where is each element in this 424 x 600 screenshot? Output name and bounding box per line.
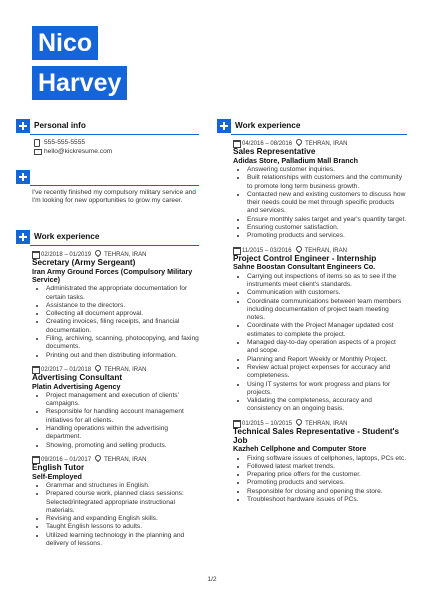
location-pin-icon	[295, 417, 303, 425]
work-experience-heading: Work experience	[235, 121, 301, 130]
job-duties	[32, 482, 200, 548]
duty-item: • Review actual project expenses for accuracy and completeness.	[247, 364, 407, 381]
duty-item: • Followed latest market trends.	[247, 463, 407, 471]
duty-item: • Printing out and then distributing information.	[46, 352, 200, 360]
job-company: Kazheh Cellphone and Computer Store	[233, 444, 367, 454]
duty-item: • Creating invoices, filing receipts, and financial documentation.	[46, 318, 200, 335]
job-dates: 01/2015 – 10/2015	[242, 420, 293, 427]
job-dates: 02/2018 – 01/2019	[41, 252, 92, 258]
duty-item: • Promoting products and services.	[247, 232, 407, 240]
plus-icon	[16, 119, 30, 133]
duty-item: • Prepared course work, planned class sessions: Selected/integrated appropriate instructional materials.	[46, 490, 200, 515]
duty-item: • Responsible for handling account management initiatives for all clients.	[46, 408, 200, 425]
job-dates: 11/2015 – 03/2016	[242, 247, 292, 254]
duty-item: • Answering customer inquiries.	[247, 166, 407, 174]
first-name: Nico	[32, 26, 98, 60]
duty-item: • Revising and expanding English skills.	[46, 515, 200, 523]
right-work-header	[217, 119, 407, 133]
job-meta	[233, 246, 407, 255]
duty-item: • Administrated the appropriate documentation for certain tasks.	[46, 285, 200, 302]
duty-item: • Ensure monthly sales target and year's quantity target.	[247, 216, 407, 224]
duty-item: • Validating the completeness, accuracy and consistency on an ongoing basis.	[247, 397, 407, 414]
phone-number: 555-555-5555	[44, 139, 86, 146]
duty-item: • Showing, promoting and selling products.	[46, 442, 200, 450]
job-company: Adidas Store, Palladium Mall Branch	[233, 155, 359, 165]
duty-item: • Handling operations within the advertising department.	[46, 425, 200, 442]
job-company: Iran Army Ground Forces (Compulsory Military Service)	[32, 266, 193, 284]
job-duties	[233, 273, 407, 414]
job-title: Advertising Consultant	[32, 372, 123, 382]
email-address: hello@kickresume.com	[44, 148, 113, 156]
location-pin-icon	[94, 249, 102, 257]
duty-item: • Preparing price offers for the customer.	[247, 471, 407, 479]
job-title: Project Control Engineer - Internship	[233, 253, 377, 263]
job-title: Technical Sales Representative - Student's Job	[233, 426, 400, 445]
job-company: Sahne Boostan Consultant Engineers Co.	[233, 262, 376, 272]
left-work-list	[32, 250, 200, 553]
duty-item: • Coordinate with the Project Manager updated cost estimates to complete the project.	[247, 322, 407, 339]
summary-header	[16, 170, 199, 184]
duty-item: • Utilized learning technology in the planning and delivery of lessons.	[46, 532, 200, 549]
page-number: 1/2	[207, 576, 217, 583]
duty-item: • Contacted new and existing customers to discuss how their needs could be met through specific products and services.	[247, 191, 407, 216]
job-location: TEHRAN, IRAN	[104, 252, 147, 258]
personal-info-heading: Personal info	[34, 121, 86, 130]
section-divider	[30, 134, 199, 135]
job-company: Self-Employed	[32, 471, 82, 481]
location-pin-icon	[94, 364, 102, 372]
job-duties	[233, 455, 407, 505]
job-location: TEHRAN, IRAN	[104, 456, 147, 463]
contact-block	[32, 139, 200, 158]
job-entry	[32, 455, 200, 548]
job-entry	[32, 365, 200, 450]
personal-info-header	[16, 119, 199, 133]
duty-item: • Grammar and structures in English.	[46, 482, 200, 490]
job-entry	[233, 139, 407, 241]
job-title: Secretary (Army Sergeant)	[32, 258, 136, 267]
job-meta	[32, 365, 200, 374]
duty-item: • Coordinate communications between team members including documentation of project team meeting notes.	[247, 298, 407, 323]
duty-item: • Using IT systems for work progress and plans for projects.	[247, 381, 407, 398]
job-meta	[233, 139, 407, 148]
calendar-icon	[233, 420, 241, 428]
job-meta	[32, 455, 200, 464]
plus-icon	[16, 170, 30, 184]
job-location: TEHRAN, IRAN	[304, 247, 347, 254]
duty-item: • Managed day-to-day operation aspects of a project and scope.	[247, 339, 407, 356]
duty-item: • Assistance to the directors.	[46, 302, 200, 310]
plus-icon	[217, 119, 231, 133]
duty-item: • Built relationships with customers and the community to promote long term business growth.	[247, 174, 407, 191]
duty-item: • Responsible for closing and opening the store.	[247, 488, 407, 496]
duty-item: • Communication with customers.	[247, 289, 407, 297]
section-divider	[30, 245, 199, 246]
job-entry	[32, 250, 200, 360]
location-pin-icon	[94, 454, 102, 462]
duty-item: • Planning and Report Weekly or Monthly Project.	[247, 356, 407, 364]
job-duties	[233, 166, 407, 241]
duty-item: • Project management and execution of clients' campaigns.	[46, 392, 200, 409]
plus-icon	[16, 230, 30, 244]
job-meta	[32, 250, 200, 259]
duty-item: • Collecting all document approval.	[46, 310, 200, 318]
last-name: Harvey	[32, 66, 127, 100]
job-dates: 02/2017 – 01/2018	[41, 366, 92, 373]
job-title: Sales Representative	[233, 147, 316, 156]
job-location: TEHRAN, IRAN	[305, 420, 348, 427]
phone-row	[32, 139, 200, 147]
job-entry	[233, 419, 407, 505]
duty-item: • Troubleshoot hardware issues of PCs.	[247, 496, 407, 504]
calendar-icon	[233, 140, 241, 148]
work-experience-heading: Work experience	[34, 232, 100, 241]
job-location: TEHRAN, IRAN	[104, 366, 147, 373]
calendar-icon	[32, 366, 40, 374]
job-location: TEHRAN, IRAN	[305, 141, 348, 147]
location-pin-icon	[295, 138, 303, 146]
mail-icon	[34, 149, 42, 155]
calendar-icon	[32, 456, 40, 464]
job-title: English Tutor	[32, 462, 85, 472]
duty-item: • Fixing software issues of cellphones, laptops, PCs etc.	[247, 455, 407, 463]
section-divider	[231, 134, 407, 135]
job-duties	[32, 392, 200, 450]
job-dates: 04/2016 – 08/2016	[242, 141, 293, 147]
section-divider	[30, 185, 199, 186]
job-duties	[32, 285, 200, 360]
summary-text: I've recently finished my compulsory military service and I'm looking for new opportunities to grow my career.	[32, 189, 196, 205]
duty-item: • Carrying out inspections of items so as to see if the instruments meet client's standards.	[247, 273, 407, 290]
calendar-icon	[32, 251, 40, 259]
duty-item: • Taught English lessons to adults.	[46, 523, 200, 531]
location-pin-icon	[294, 244, 302, 252]
phone-icon	[34, 139, 40, 147]
job-meta	[233, 419, 407, 428]
job-entry	[233, 246, 407, 414]
left-work-header	[16, 230, 199, 244]
right-work-list	[233, 139, 407, 509]
duty-item: • Ensuring customer satisfaction.	[247, 224, 407, 232]
duty-item: • Promoting products and services.	[247, 479, 407, 487]
job-dates: 09/2016 – 01/2017	[41, 456, 92, 463]
calendar-icon	[233, 247, 241, 255]
email-row	[32, 148, 200, 156]
job-company: Platin Advertising Agency	[32, 381, 121, 391]
duty-item: • Filing, archiving, scanning, photocopying, and faxing documents.	[46, 335, 200, 352]
